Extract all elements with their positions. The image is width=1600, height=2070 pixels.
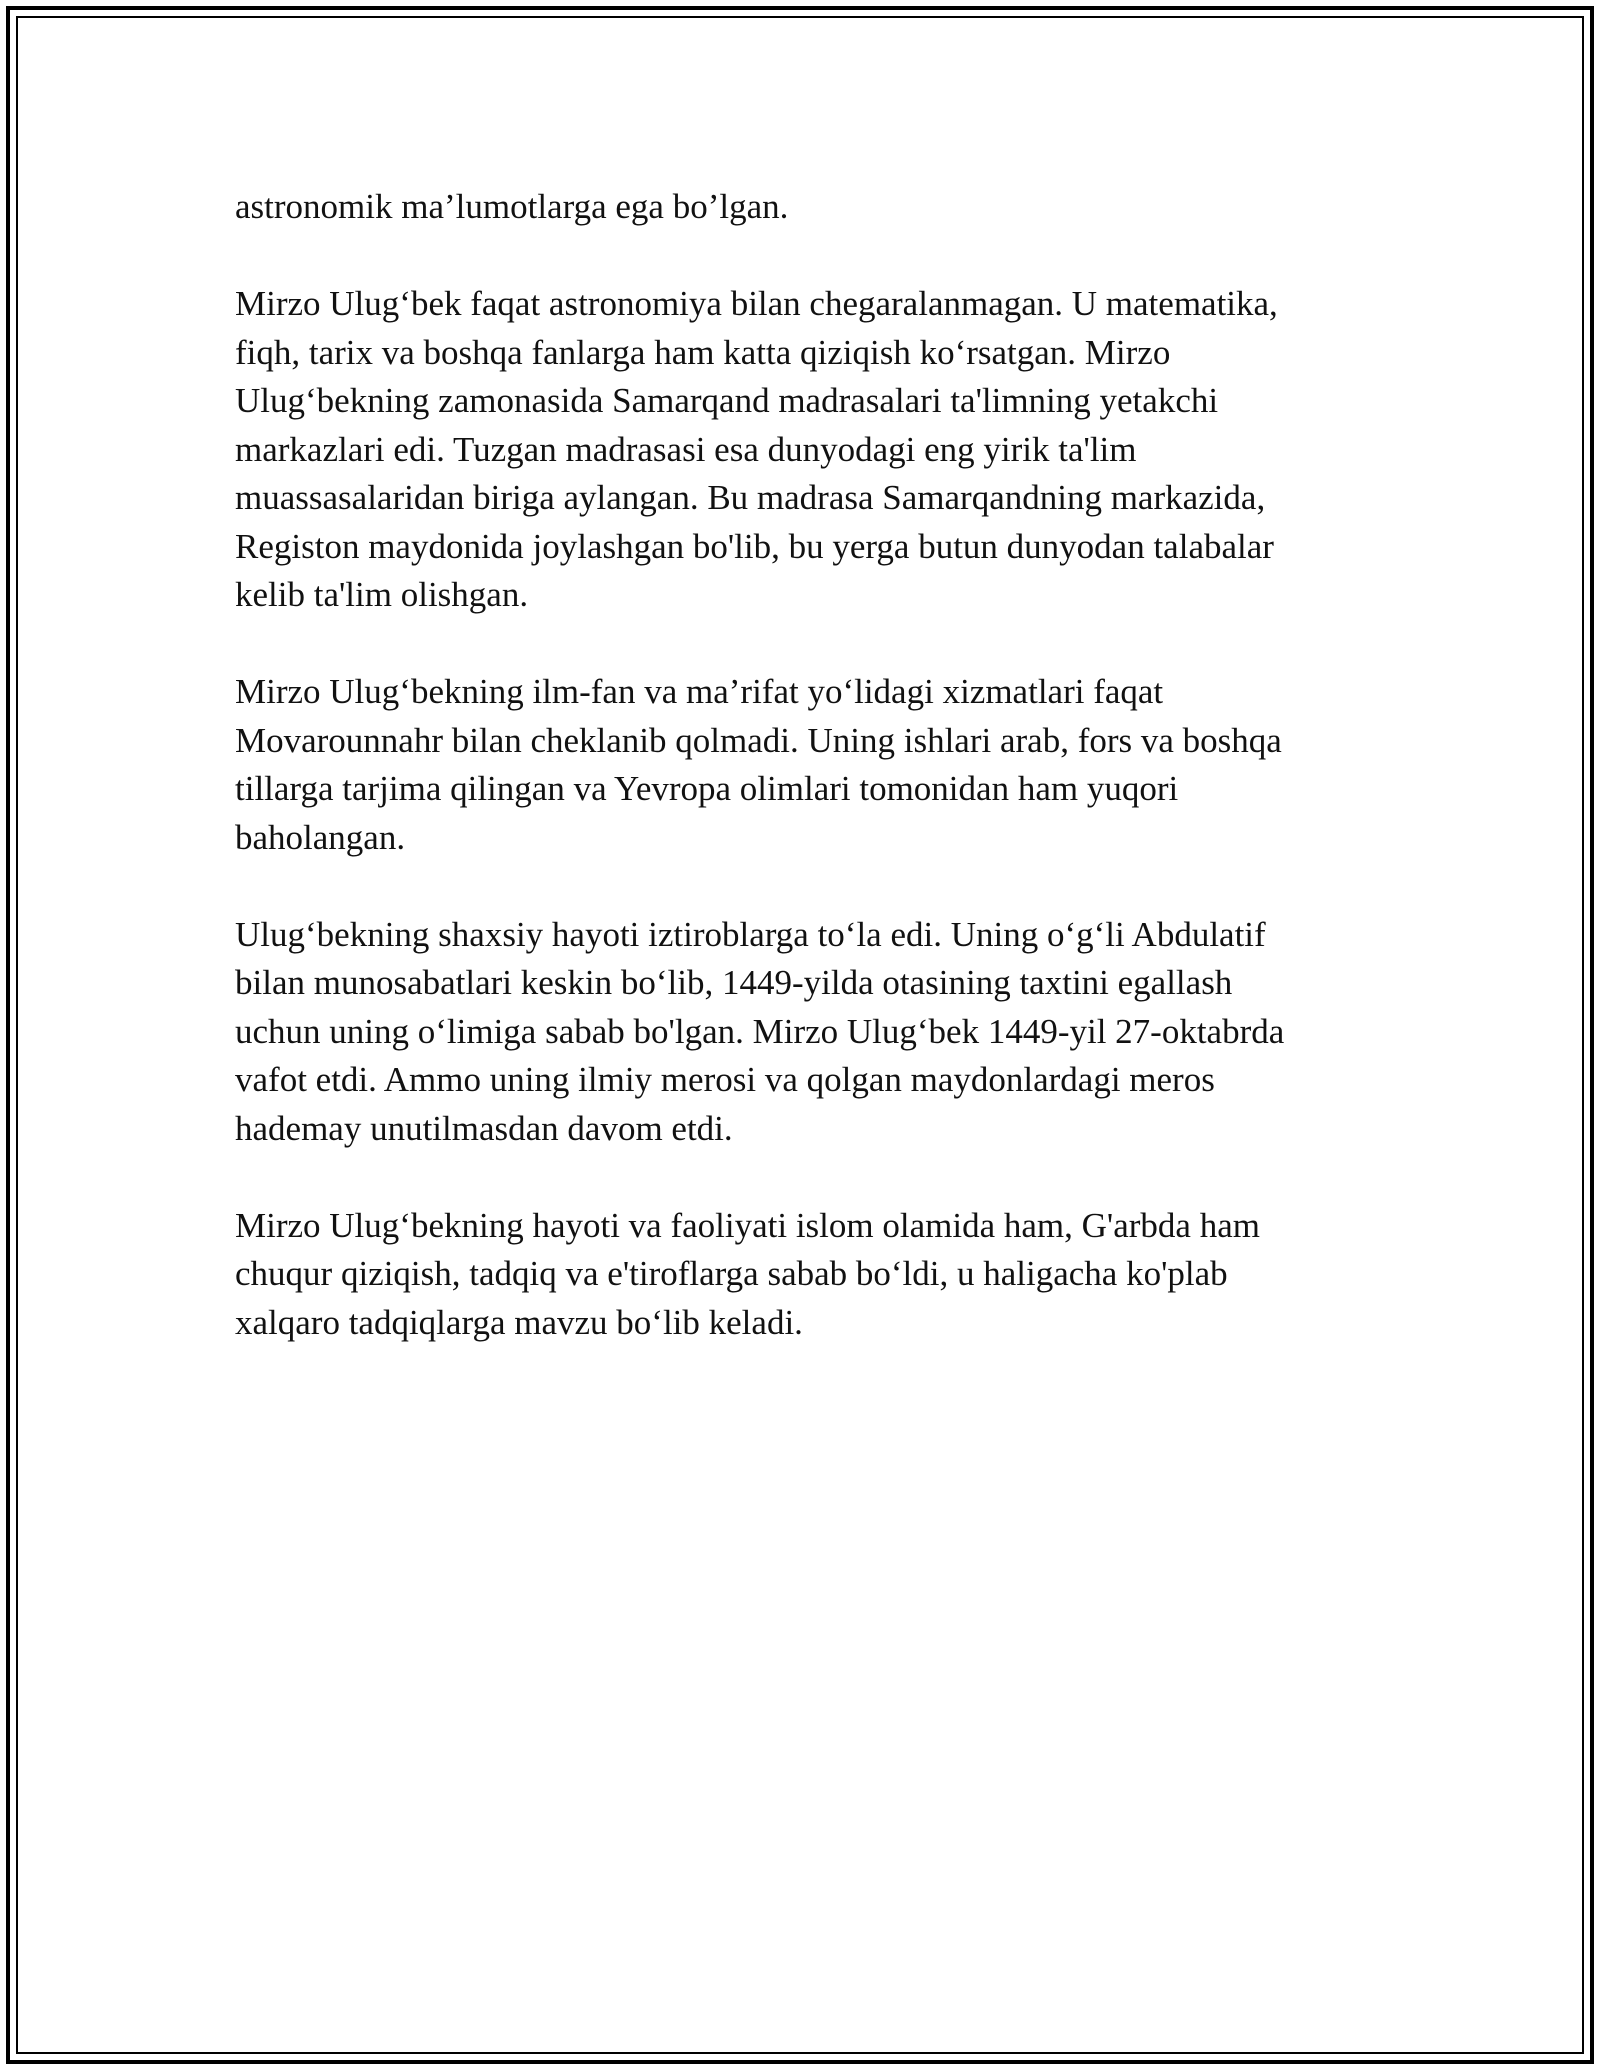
text-line: Movarounnahr bilan cheklanib qolmadi. Uning ishlari arab, fors va boshqa [235,720,1282,760]
text-line: Mirzo Ulug‘bekning hayoti va faoliyati islom olamida ham, G'arbda ham [235,1205,1260,1245]
text-line: Mirzo Ulug‘bek faqat astronomiya bilan chegaralanmagan. U matematika, [235,284,1278,323]
text-line: vafot etdi. Ammo uning ilmiy merosi va qolgan maydonlardagi meros [235,1060,1215,1099]
text-line: uchun uning o‘limiga sabab bo'lgan. Mirzo Ulug‘bek 1449-yil 27-oktabrda [235,1011,1285,1051]
paragraph-3 [235,668,1365,862]
paragraph-4 [235,911,1365,1154]
paragraph-1 [235,183,1365,232]
text-line: bilan munosabatlari keskin bo‘lib, 1449-yilda otasining taxtini egallash [235,963,1233,1002]
text-line: astronomik ma’lumotlarga ega bo’lgan. [235,187,789,226]
text-line: chuqur qiziqish, tadqiq va e'tiroflarga sabab bo‘ldi, u haligacha ko'plab [235,1254,1228,1293]
text-line: baholangan. [235,817,406,857]
document-body [235,183,1365,1396]
text-line: fiqh, tarix va boshqa fanlarga ham katta qiziqish ko‘rsatgan. Mirzo [235,332,1171,372]
text-line: markazlari edi. Tuzgan madrasasi esa dunyodagi eng yirik ta'lim [235,429,1137,469]
paragraph-2 [235,280,1365,620]
text-line: hademay unutilmasdan davom etdi. [235,1108,733,1148]
text-line: Registon maydonida joylashgan bo'lib, bu yerga butun dunyodan talabalar [235,526,1274,566]
text-line: kelib ta'lim olishgan. [235,575,529,614]
text-line: xalqaro tadqiqlarga mavzu bo‘lib keladi. [235,1302,803,1342]
text-line: Ulug‘bekning zamonasida Samarqand madrasalari ta'limning yetakchi [235,381,1219,420]
text-line: Mirzo Ulug‘bekning ilm-fan va ma’rifat yo‘lidagi xizmatlari faqat [235,672,1164,711]
text-line: Ulug‘bekning shaxsiy hayoti iztiroblarga to‘la edi. Uning o‘g‘li Abdulatif [235,914,1266,954]
text-line: muassasalaridan biriga aylangan. Bu madrasa Samarqandning markazida, [235,478,1266,517]
text-line: tillarga tarjima qilingan va Yevropa olimlari tomonidan ham yuqori [235,769,1179,808]
paragraph-5 [235,1202,1365,1348]
